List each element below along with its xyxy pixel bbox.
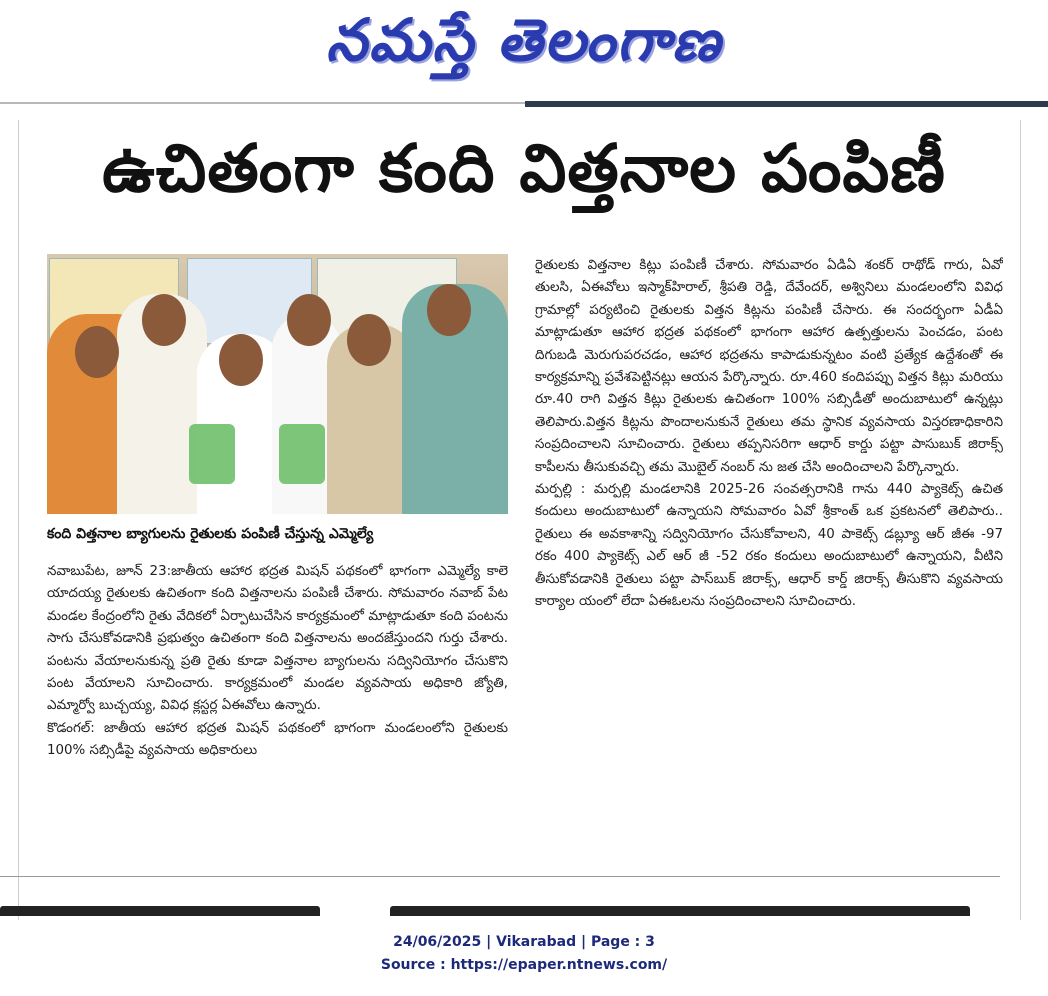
- masthead: [0, 0, 1048, 100]
- cutoff-headline: [0, 906, 320, 916]
- article-paragraph: కొడంగల్: జాతీయ ఆహార భద్రత మిషన్ పథకంలో భాగంగా మండలంలోని రైతులకు 100% సబ్సిడీపై వ్యవసాయ అధికారులు: [47, 720, 508, 759]
- next-article-cutoff: [0, 900, 1048, 916]
- photo-head: [427, 284, 471, 336]
- header-rule-left: [0, 102, 525, 104]
- seed-bag: [189, 424, 235, 484]
- seed-bag: [279, 424, 325, 484]
- article-paragraph: మర్పల్లి : మర్పల్లి మండలానికి 2025-26 సంవత్సరానికి గాను 440 ప్యాకెట్స్ ఉచిత కందులు అందుబాటులో ఉన్నాయని సోమవారం ఏవో శ్రీకాంత్ ఒక ప్రకటనలో తెలిపారు.. రైతులు ఈ అవకాశాన్ని సద్వినియోగం చేసుకోవాలని, 40 పాకెట్స్ డబ్ల్యూ ఆర్ జీఈ -97 రకం 400 ప్యాకెట్స్ ఎల్ ఆర్ జీ -52 రకం కందులు అందుబాటులో ఉన్నాయని, వీటిని తీసుకోవడానికి రైతులు పట్టా పాస్‌బుక్ జిరాక్స్, ఆధార్ కార్డ్ జిరాక్స్ తీసుకొని వ్యవసాయ కార్యాల యంలో లేదా ఏఈఓలను సంప్రదించాలని సూచించారు.: [535, 482, 1003, 610]
- section-rule: [0, 876, 1000, 877]
- photo-head: [219, 334, 263, 386]
- article-headline: ఉచితంగా కంది విత్తనాల పంపిణీ: [102, 130, 946, 207]
- photo-caption: కంది విత్తనాల బ్యాగులను రైతులకు పంపిణీ చేస్తున్న ఎమ్మెల్యే: [47, 526, 374, 542]
- header-rule-right: [525, 101, 1048, 107]
- cutoff-headline: [390, 906, 970, 916]
- newspaper-logo: నమస్తే తెలంగాణ: [326, 6, 722, 74]
- source-link[interactable]: Source : https://epaper.ntnews.com/: [380, 957, 668, 973]
- photo-head: [142, 294, 186, 346]
- article-paragraph: రైతులకు విత్తనాల కిట్లు పంపిణీ చేశారు. సోమవారం ఏడిఏ శంకర్ రాథోడ్ గారు, ఏవో తులసి, ఏఈవోలు ఇస్మాక్‌హిరాల్, శ్రీపతి రెడ్డి, దేవేందర్, అశ్వినిలు మండలంలోని వివిధ గ్రామాల్లో పర్యటించి రైతులకు విత్తన కిట్లను పంపిణీ చేసారు. ఈ సందర్భంగా ఏడీఏ మాట్లాడుతూ ఆహార భద్రత పథకంలో భాగంగా ఆహార ఉత్పత్తులను పెంచడం, పంట దిగుబడి మెరుగుపరచడం, ఆహార భద్రతను కాపాడుకున్నటం వంటి ప్రత్యేక ఉద్దేశంతో ఈ కార్యక్రమాన్ని ప్రవేశపెట్టినట్లు ఆయన పేర్కొన్నారు. రూ.460 కందిపప్పు విత్తన కిట్లు మరియు రూ.40 రాగి విత్తన కిట్లు రైతులకు ఉచితంగా 100% సబ్సిడీతో అందుబాటులో ఉన్నట్లు తెలిపారు.విత్తన కిట్లను పొందాలనుకునే రైతులు తమ స్థానిక వ్యవసాయ విస్తరణాధికారిని సంప్రదించాలని సూచించారు. రైతులు తప్పనిసరిగా ఆధార్ కార్డు పట్టా పాసుబుక్ జిరాక్స్ కాపీలను తీసుకువచ్చి తమ మొబైల్ నంబర్ ను జత చేసి అందించాలని పేర్కొన్నారు.: [535, 258, 1003, 475]
- photo-head: [287, 294, 331, 346]
- column-divider-left: [18, 120, 19, 920]
- article-body-right: [535, 255, 1003, 855]
- column-divider-right: [1020, 120, 1021, 920]
- article-photo: [47, 254, 508, 514]
- article-paragraph: నవాబుపేట, జూన్ 23:జాతీయ ఆహార భద్రత మిషన్ పథకంలో భాగంగా ఎమ్మెల్యే కాలె యాదయ్య రైతులకు ఉచితంగా కంది విత్తనాలను పంపిణీ చేశారు. సోమవారం నవాబ్ పేట మండల కేంద్రంలోని రైతు వేదికలో ఏర్పాటుచేసిన కార్యక్రమంలో మాట్లాడుతూ కంది పంటను సాగు చేసుకోవడానికి ప్రభుత్వం ఉచితంగా కంది విత్తనాలను అందజేస్తుందని గుర్తు చేశారు. పంటను వేయాలనుకున్న ప్రతి రైతు కూడా విత్తనాల బ్యాగులను సద్వినియోగం చేసుకొని పంట వేయాలని సూచించారు. కార్యక్రమంలో మండల వ్యవసాయ అధికారి జ్యోతి, ఎమ్మార్వో బుచ్చయ్య, వివిధ క్లస్టర్ల ఏఈవోలు ఉన్నారు.: [47, 564, 508, 714]
- photo-head: [347, 314, 391, 366]
- article-body-left: [47, 561, 508, 861]
- photo-head: [75, 326, 119, 378]
- edition-info: 24/06/2025 | Vikarabad | Page : 3: [393, 934, 655, 950]
